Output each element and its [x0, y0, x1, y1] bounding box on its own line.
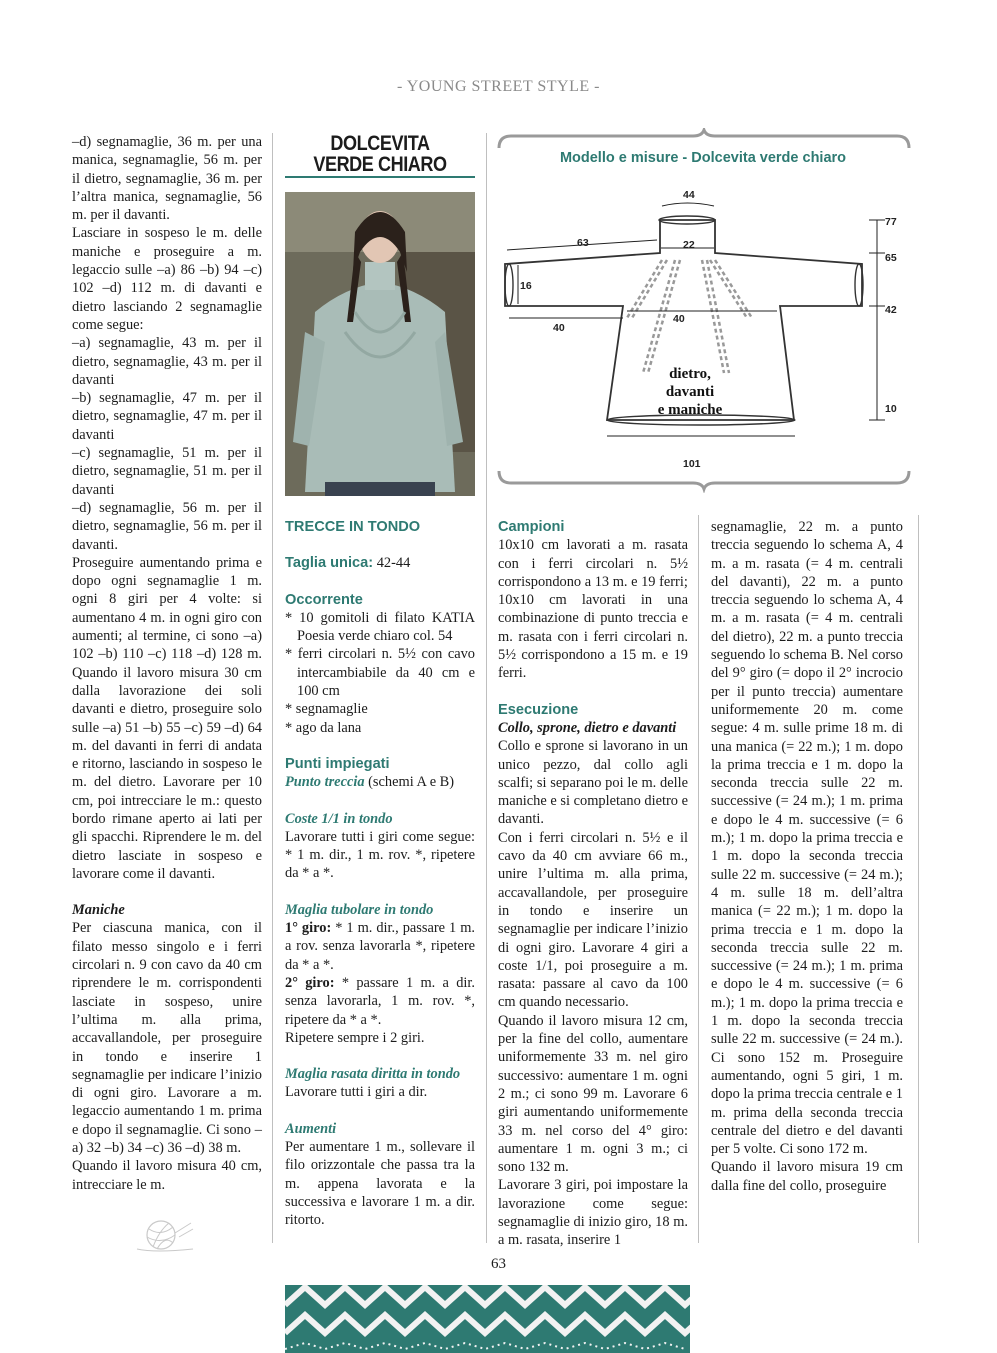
column-divider	[272, 133, 273, 1243]
column-divider	[918, 515, 919, 1243]
page-number: 63	[491, 1256, 506, 1272]
col4-paragraph: segnamaglie, 22 m. a punto treccia seguendo lo schema A, 4 m. a m. rasata (= 4 m. centrali del davanti), 22 m. a punto treccia seguendo lo schema A, 4 m. a m. rasata (= 4 m. centrali del dietro), 22 m. a punto treccia seguendo lo schema B. Nel corso del 9° giro (= dopo il 2° incrocio per il punto treccia) aumentare uniformemente 20 m. come segue: 4 m. sulle prime 18 m. di una manica (= 22 m.); 1 m. dopo la prima treccia e 1 m. dopo la seconda treccia sulle 22 m. successive (= 24 m.); 1 m. prima e dopo le 4 m. successive (= 6 m.); 1 m. dopo la prima treccia e 1 m. dopo la seconda treccia sulle 22 m. successive (= 24 m.); 4 m. sulle 18 m. dell’altra manica (= 22 m.); 1 m. dopo la prima treccia e 1 m. dopo la seconda treccia sulle 22 m. successive (= 24 m.); 1 m. prima e dopo le 4 m. successive (= 6 m.); 1 m. dopo la prima treccia e 1 m. dopo la seconda treccia sulle 22 m. successive (= 24 m.). Ci sono 152 m. Proseguire aumentando, ogni 5 giri, 1 m. dopo la prima treccia centrale e 1 m. prima della seconda treccia centrale del dietro e del davanti per 5 volte. Ci sono 172 m.	[711, 519, 903, 1158]
col1-paragraph: –d) segnamaglie, 36 m. per una manica, segnamaglie, 56 m. per il dietro, segnamaglie, 36 m. per l’altra manica, segnamaglie, 56 m. per il davanti.	[72, 134, 262, 224]
title-underline	[285, 176, 475, 178]
column-4	[711, 518, 903, 1195]
col1-paragraph: Lasciare in sospeso le m. delle maniche e proseguire a m. legaccio sulle –a) 86 –b) 94 –c) 102 –d) 112 m. di davanti e dietro lasciando 2 segnamaglie come segue:	[72, 225, 262, 333]
giro1-text: * 1 m. dir., passare 1 m. a rov. senza lavorarla *, ripetere da * a *.	[285, 920, 476, 973]
giro2-text: * passare 1 m. a dir. senza lavorarla, 1 m. rov. *, ripetere da * a *.	[285, 974, 476, 1028]
dim-63: 63	[577, 237, 589, 249]
column-divider	[698, 515, 699, 1243]
esecuzione-heading: Esecuzione	[498, 701, 579, 718]
occorrente-heading: Occorrente	[285, 591, 363, 608]
model-photo	[285, 192, 475, 496]
taglia-value: 42-44	[373, 555, 411, 572]
dim-22: 22	[683, 239, 695, 251]
col3-paragraph: Collo e sprone si lavorano in un unico pezzo, dal collo agli scalfi; si separano poi le m. delle maniche e si completano dietro e davanti.	[498, 738, 688, 828]
coste-text: Lavorare tutti i giri come segue: * 1 m. dir., 1 m. rov. *, ripetere da * a *.	[285, 828, 475, 882]
title-line-1: DOLCEVITA	[330, 132, 430, 155]
col1-paragraph: Proseguire aumentando prima e dopo ogni segnamaglie 1 m. ogni 8 giri per 4 volte: si aumentano 4 m. in ogni giro con aumenti; al termine, ci sono –a) 102 –b) 110 –c) 118 –d) 128 m. Quando il lavoro misura 30 cm dalla lavorazione dei soli davanti e dietro, proseguire solo sulle –a) 51 –b) 55 –c) 59 –d) 64 m. del davanti in ferri di andata e ritorno, lasciando in sospeso le m. del dietro. Lavorare per 10 cm, poi intrecciare le m.: questo bordo rimane aperto ai lati per gli spacchi. Riprendere le m. del dietro lasciate in sospeso e lavorare come il davanti.	[72, 554, 262, 882]
taglia-label: Taglia unica:	[285, 555, 374, 572]
punti-heading: Punti impiegati	[285, 755, 390, 772]
material-item: * segnamaglie	[285, 701, 368, 718]
dim-42: 42	[885, 304, 897, 316]
col4-paragraph: Quando il lavoro misura 19 cm dalla fine del collo, proseguire	[711, 1159, 903, 1194]
col1-paragraph: Quando il lavoro misura 40 cm, intrecciare le m.	[72, 1158, 262, 1193]
aumenti-text: Per aumentare 1 m., sollevare il filo orizzontale che passa tra la m. appena lavorata e la successiva e lavorare 1 m. a dir. ritorto.	[285, 1139, 475, 1229]
col1-paragraph: Per ciascuna manica, con il filato messo singolo e i ferri circolari n. 9 con cavo da 40 cm riprendere le m. corrispondenti lasciate in sospeso, unire l’ultima m. alla prima, accavallandole, per proseguire in tondo e inserire 1 segnamaglie per indicare l’inizio di ogni giro. Lavorare a m. legaccio aumentando 1 m. prima e dopo il segnamaglie. Ci sono –a) 32 –b) 34 –c) 36 –d) 38 m.	[72, 920, 262, 1157]
col3-paragraph: Lavorare 3 giri, poi impostare la lavorazione come segue: segnamaglie di inizio giro, 18 m. a m. rasata, inserire 1	[498, 1177, 688, 1249]
campioni-heading: Campioni	[498, 519, 565, 535]
material-item: * ago da lana	[285, 719, 362, 736]
dim-40-center: 40	[673, 313, 685, 325]
col3-paragraph: 10x10 cm lavorati a m. rasata con i ferri circolari n. 5½ corrispondono a 13 m. e 19 ferri;	[498, 537, 688, 590]
column-3	[498, 518, 688, 1250]
giro1-label: 1° giro:	[285, 920, 332, 937]
col1-paragraph: –d) segnamaglie, 56 m. per il dietro, segnamaglie, 56 m. per il davanti.	[72, 499, 262, 553]
column-1	[72, 133, 262, 1194]
diagram-label-line3: e maniche	[657, 402, 723, 418]
running-header: - YOUNG STREET STYLE -	[397, 78, 600, 95]
diagram-label-line2: davanti	[665, 384, 715, 400]
dim-77: 77	[885, 216, 897, 228]
material-item: * 10 gomitoli di filato KATIA Poesia verde chiaro col. 54	[285, 609, 475, 645]
dim-16: 16	[520, 280, 532, 292]
material-item: * ferri circolari n. 5½ con cavo intercambiabile da 40 cm e 100 cm	[285, 646, 475, 700]
rasata-text: Lavorare tutti i giri a dir.	[285, 1084, 428, 1101]
section-trecce-heading: TRECCE IN TONDO	[285, 519, 421, 535]
yarn-ball-icon	[135, 1215, 195, 1253]
collo-heading: Collo, sprone, dietro e davanti	[498, 719, 677, 736]
dim-40-left: 40	[553, 322, 565, 334]
diagram-label-line1: dietro,	[669, 366, 711, 382]
col3-paragraph: Quando il lavoro misura 12 cm, per la fine del collo, aumentare uniformemente 33 m. nel giro successivo: aumentare 1 m. ogni 2 m.; ci sono 99 m. Lavorare 6 giri aumentando uniformemente 33 m. nel corso del 4° giro: aumentare 1 m. ogni 3 m.; ci sono 132 m.	[498, 1012, 688, 1176]
maniche-heading: Maniche	[72, 902, 125, 919]
punto-treccia-text: (schemi A e B)	[364, 774, 455, 791]
coste-heading: Coste 1/1 in tondo	[285, 810, 393, 827]
column-2	[285, 518, 475, 1230]
dim-101: 101	[683, 458, 701, 470]
col1-paragraph: –a) segnamaglie, 43 m. per il dietro, segnamaglie, 43 m. per il davanti	[72, 335, 262, 388]
dim-10: 10	[885, 403, 897, 415]
rasata-heading: Maglia rasata diritta in tondo	[285, 1066, 461, 1083]
tubolare-heading: Maglia tubolare in tondo	[285, 901, 434, 918]
diagram-title: Modello e misure - Dolcevita verde chiaro	[559, 150, 847, 166]
col3-paragraph: Con i ferri circolari n. 5½ e il cavo da 40 cm avviare 66 m., unire l’ultima m. alla prima, accavallandole, per proseguire in tondo e inserire un segnamaglie per indicare l’inizio di ogni giro. Lavorare 4 giri a coste 1/1, poi proseguire a m. rasata: passare al cavo da 100 cm quando necessario.	[498, 829, 688, 1011]
pattern-title	[298, 133, 461, 175]
aumenti-heading: Aumenti	[285, 1120, 337, 1137]
punto-treccia-label: Punto treccia	[285, 774, 365, 791]
title-line-2: VERDE CHIARO	[313, 153, 447, 176]
schematic-diagram	[497, 128, 912, 493]
col3-paragraph: 10x10 cm lavorati in una combinazione di punto treccia e m. rasata con i ferri circolari n. 5½ corrispondono a 15 m. e 19 ferri.	[498, 592, 688, 682]
dim-44: 44	[683, 189, 695, 201]
ripetere-text: Ripetere sempre i 2 giri.	[285, 1029, 425, 1046]
column-divider	[486, 133, 487, 1243]
col1-paragraph: –b) segnamaglie, 47 m. per il dietro, segnamaglie, 47 m. per il davanti	[72, 390, 262, 443]
knit-pattern-band	[285, 1285, 690, 1353]
giro2-label: 2° giro:	[285, 974, 335, 991]
col1-paragraph: –c) segnamaglie, 51 m. per il dietro, segnamaglie, 51 m. per il davanti	[72, 445, 262, 498]
dim-65: 65	[885, 252, 897, 264]
